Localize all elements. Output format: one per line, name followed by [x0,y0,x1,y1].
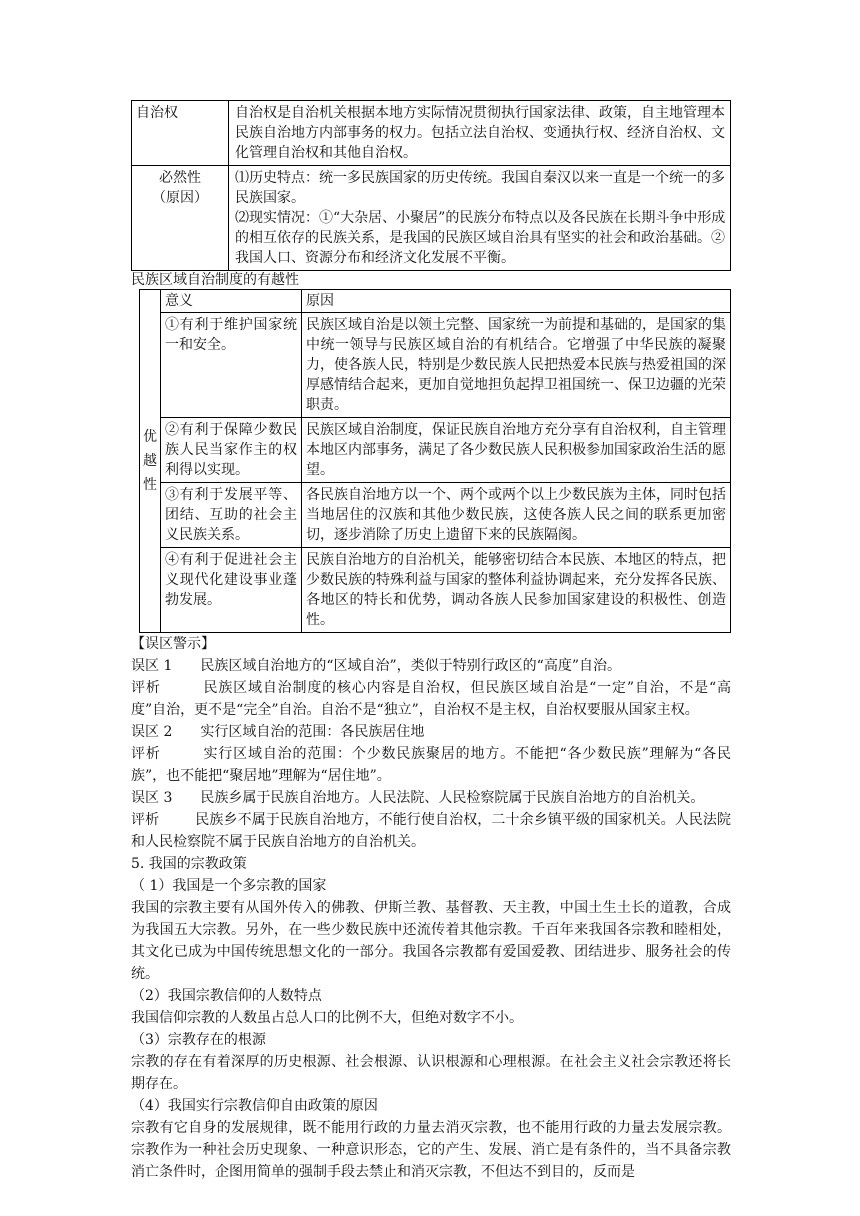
reason-cell: 民族自治地方的自治机关，能够密切结合本民族、本地区的特点，把少数民族的特殊利益与国家的整体利益协调起来，充分发挥各民族、各地区的特长和优势，调动各族人民参加国家建设的积极性、创造性。 [302,548,731,633]
section-title: 5. 我国的宗教政策 [131,856,247,872]
analysis-text: 民族乡不属于民族自治地方，不能行使自治权，二十余乡镇平级的国家机关。人民法院和人民检察院不属于民族自治地方的自治机关。 [131,812,732,850]
document-page [131,100,731,1183]
subsection-body: 我国的宗教主要有从国外传入的佛教、伊斯兰教、基督教、天主教，中国土生土长的道教，合成为我国五大宗教。另外，在一些少数民族中还流传着其他宗教。千百年来我国各宗教和睦相处，其文化已成为中国传统思想文化的一部分。我国各宗教都有爱国爱教、团结进步、服务社会的传统。 [131,900,731,982]
table-row [132,166,731,271]
subsection-heading: （3）宗教存在的根源 [131,1032,266,1048]
subsection-heading: （ 1）我国是一个多宗教的国家 [131,878,327,894]
mistake-line [131,787,731,809]
mistake-line [131,655,731,677]
table-row [140,418,731,483]
table-header-row [140,290,731,313]
subsection-body: 宗教的存在有着深厚的历史根源、社会根源、认识根源和心理根源。在社会主义社会宗教还将长期存在。 [131,1054,731,1092]
analysis-label: 评析 [131,812,160,828]
column-header: 意义 [161,290,302,313]
mistake-label: 误区 2 [131,724,173,740]
autonomy-table [131,100,731,271]
analysis-line [131,743,731,787]
reason-cell: 民族区域自治是以领土完整、国家统一为前提和基础的，是国家的集中统一领导与民族区域自治的有机结合。它增强了中华民族的凝聚力，使各族人民，特别是少数民族人民把热爱本民族与热爱祖国的深厚感情结合起来，更加自觉地担负起捍卫祖国统一、保卫边疆的光荣职责。 [302,313,731,418]
column-header: 原因 [302,290,731,313]
row-key [132,166,229,271]
table-caption: 民族区域自治制度的有越性 [131,272,299,288]
side-label-char: 性 [143,477,157,493]
warning-title: 【误区警示】 [131,636,215,652]
mistake-text: 民族区域自治地方的“区域自治”，类似于特别行政区的“高度”自治。 [200,658,621,674]
meaning-cell: ①有利于维护国家统一和安全。 [161,313,302,418]
advantages-table [139,289,731,633]
side-label-char: 越 [143,453,157,469]
row-key-line: （原因） [152,190,208,206]
subsection-body: 我国信仰宗教的人数虽占总人口的比例不大，但绝对数字不小。 [131,1010,523,1026]
row-key: 自治权 [132,101,229,166]
meaning-cell: ②有利于保障少数民族人民当家作主的权利得以实现。 [161,418,302,483]
mistake-label: 误区 3 [131,790,173,806]
row-value [229,166,731,271]
analysis-text: 实行区域自治的范围：个少数民族聚居的地方。不能把“各少数民族”理解为“各民族”，也不能把“聚居地”理解为“居住地”。 [131,746,731,784]
analysis-label: 评析 [131,746,161,762]
mistake-label: 误区 1 [131,658,173,674]
table-row [140,313,731,418]
mistake-text: 实行区域自治的范围：各民族居住地 [200,724,425,740]
table-row [132,101,731,166]
meaning-cell: ④有利于促进社会主义现代化建设事业蓬勃发展。 [161,548,302,633]
table-row [140,483,731,548]
mistake-text: 民族乡属于民族自治地方。人民法院、人民检察院属于民族自治地方的自治机关。 [200,790,705,806]
row-value-line: ⑵现实情况：①“大杂居、小聚居”的民族分布特点以及各民族在长期斗争中形成的相互依存的民族关系，是我国的民族区域自治具有坚实的社会和政治基础。②我国人口、资源分布和经济文化发展不平衡。 [235,210,726,266]
analysis-line [131,809,731,853]
side-label-char: 优 [143,429,157,445]
analysis-label: 评析 [131,680,161,696]
reason-cell: 各民族自治地方以一个、两个或两个以上少数民族为主体，同时包括当地居住的汉族和其他少数民族，这使各族人民之间的联系更加密切，逐步消除了历史上遗留下来的民族隔阂。 [302,483,731,548]
table-row [140,548,731,633]
analysis-text: 民族区域自治制度的核心内容是自治权，但民族区域自治是“一定”自治，不是“高度”自治，更不是“完全”自治。自治不是“独立”，自治权不是主权，自治权要服从国家主权。 [131,680,731,718]
subsection-heading: （4）我国实行宗教信仰自由政策的原因 [131,1098,378,1114]
row-value: 自治权是自治机关根据本地方实际情况贯彻执行国家法律、政策，自主地管理本民族自治地方内部事务的权力。包括立法自治权、变通执行权、经济自治权、文化管理自治权和其他自治权。 [229,101,731,166]
row-key-line: 必然性 [159,170,201,186]
side-label [140,290,161,633]
subsection-heading: （2）我国宗教信仰的人数特点 [131,988,322,1004]
meaning-cell: ③有利于发展平等、团结、互助的社会主义民族关系。 [161,483,302,548]
subsection-body: 宗教有它自身的发展规律，既不能用行政的力量去消灭宗教，也不能用行政的力量去发展宗教。宗教作为一种社会历史现象、一种意识形态，它的产生、发展、消亡是有条件的，当不具备宗教消亡条件时，企图用简单的强制手段去禁止和消灭宗教，不但达不到目的，反而是 [131,1120,731,1180]
row-value-line: ⑴历史特点：统一多民族国家的历史传统。我国自秦汉以来一直是一个统一的多民族国家。 [235,170,725,206]
reason-cell: 民族区域自治制度，保证民族自治地方充分享有自治权利，自主管理本地区内部事务，满足了各少数民族人民积极参加国家政治生活的愿望。 [302,418,731,483]
mistake-line [131,721,731,743]
analysis-line [131,677,731,721]
